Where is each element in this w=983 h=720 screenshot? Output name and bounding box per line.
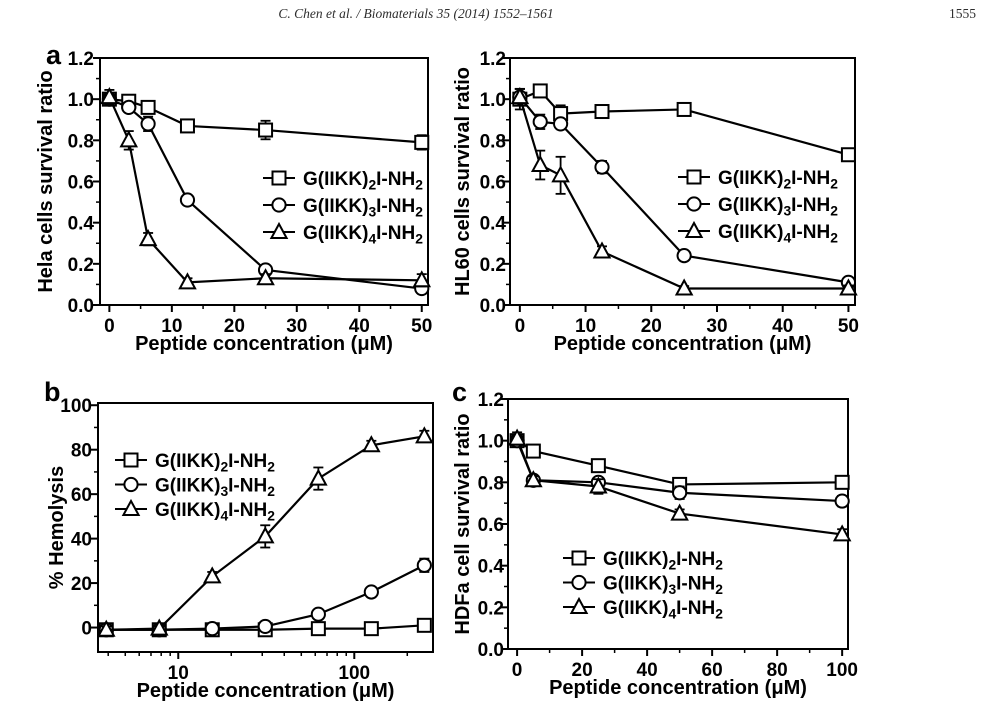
running-head: C. Chen et al. / Biomaterials 35 (2014) 1552–1561	[278, 6, 554, 21]
square-marker	[527, 445, 540, 458]
y-tick-label: 0.8	[67, 131, 94, 153]
square-marker	[273, 172, 286, 185]
y-tick-label: 0.8	[479, 131, 506, 153]
x-tick-label: 30	[286, 316, 308, 337]
y-tick-label: 40	[70, 529, 92, 551]
circle-marker	[124, 478, 137, 491]
y-tick-label: 0	[81, 618, 92, 640]
square-marker	[181, 119, 194, 132]
x-tick-label: 20	[640, 316, 662, 337]
x-tick-label: 100	[826, 660, 859, 681]
x-tick-label: 40	[636, 660, 658, 681]
y-tick-label: 0.0	[67, 296, 94, 317]
x-tick-label: 20	[571, 660, 593, 681]
square-marker	[688, 171, 701, 184]
square-marker	[592, 459, 605, 472]
square-marker	[836, 476, 849, 489]
legend-entry	[115, 451, 275, 475]
legend-entry-label: $G(IIKK)_3I-NH_2$	[603, 573, 723, 597]
triangle-marker	[533, 157, 548, 171]
legend-entry-label: $G(IIKK)_3I-NH_2$	[303, 196, 423, 220]
x-axis-label: Peptide concentration (μM)	[136, 680, 395, 702]
legend-entry	[263, 223, 423, 247]
legend-entry	[563, 574, 723, 598]
legend	[263, 169, 423, 247]
panel-label-a: a	[46, 40, 62, 70]
legend-entry	[678, 222, 838, 246]
circle-marker	[687, 197, 700, 210]
y-tick-label: 20	[70, 574, 92, 596]
x-tick-label: 0	[104, 316, 115, 337]
page-number: 1555	[949, 6, 976, 21]
circle-marker	[534, 115, 547, 128]
circle-marker	[595, 160, 608, 173]
y-tick-label: 1.0	[479, 90, 506, 112]
y-tick-label: 0.4	[479, 213, 506, 235]
legend-entry	[563, 598, 723, 622]
triangle-marker	[205, 568, 220, 582]
x-tick-label: 10	[575, 316, 597, 337]
panel-label-c: c	[452, 377, 468, 407]
legend-entry-label: $G(IIKK)_2I-NH_2$	[303, 169, 423, 193]
y-tick-label: 80	[70, 440, 92, 462]
x-axis-label: Peptide concentration (μM)	[549, 677, 807, 699]
y-tick-label: 0.2	[67, 254, 94, 276]
legend	[563, 549, 723, 622]
legend-entry	[263, 169, 423, 193]
triangle-marker	[417, 428, 432, 442]
y-axis	[480, 49, 510, 317]
x-tick-label: 0	[511, 660, 523, 681]
y-axis-label: % Hemolysis	[46, 465, 68, 590]
chart-hdfa-survival	[450, 375, 882, 719]
x-tick-label: 0	[514, 316, 526, 337]
circle-marker	[142, 117, 155, 130]
x-tick-label: 40	[772, 316, 794, 337]
legend-entry-label: $G(IIKK)_3I-NH_2$	[718, 195, 838, 219]
triangle-marker	[311, 471, 326, 485]
y-tick-label: 1.2	[479, 49, 506, 70]
x-tick-label: 80	[766, 660, 788, 681]
y-tick-label: 60	[70, 485, 92, 507]
y-axis-label: HDFa cell survival ratio	[452, 413, 474, 635]
legend-entry-label: $G(IIKK)_2I-NH_2$	[155, 451, 275, 475]
legend-entry-label: $G(IIKK)_4I-NH_2$	[155, 500, 275, 524]
legend-entry-label: $G(IIKK)_4I-NH_2$	[303, 223, 423, 247]
x-axis-label: Peptide concentration (μM)	[553, 333, 812, 355]
y-tick-label: 0.8	[477, 473, 504, 495]
triangle-marker	[121, 132, 136, 146]
y-tick-label: 100	[60, 396, 92, 418]
legend-entry-label: $G(IIKK)_2I-NH_2$	[603, 549, 723, 573]
y-tick-label: 1.2	[67, 49, 94, 70]
square-marker	[534, 84, 547, 97]
circle-marker	[272, 198, 285, 211]
square-marker	[259, 124, 272, 137]
square-marker	[312, 622, 325, 635]
circle-marker	[678, 249, 691, 262]
circle-marker	[259, 620, 272, 633]
square-marker	[596, 105, 609, 118]
y-tick-label: 0.6	[477, 515, 504, 536]
legend-entry	[563, 549, 723, 573]
square-marker	[573, 552, 586, 565]
square-marker	[418, 619, 431, 632]
y-axis	[478, 390, 508, 661]
y-tick-label: 0.4	[67, 213, 94, 235]
circle-marker	[206, 622, 219, 635]
y-axis	[68, 49, 100, 317]
y-tick-label: 0.6	[479, 172, 506, 194]
legend-entry-label: $G(IIKK)_4I-NH_2$	[603, 598, 723, 622]
x-tick-label: 40	[348, 316, 370, 337]
square-marker	[142, 101, 155, 114]
legend-entry-label: $G(IIKK)_4I-NH_2$	[718, 222, 838, 246]
x-axis-label: Peptide concentration (μM)	[135, 333, 393, 355]
y-tick-label: 0.2	[477, 598, 504, 620]
x-tick-label: 50	[411, 316, 433, 337]
y-tick-label: 0.0	[477, 640, 504, 661]
y-tick-label: 1.0	[477, 431, 504, 453]
x-tick-label: 60	[701, 660, 723, 681]
square-marker	[842, 148, 855, 161]
legend-entry	[263, 196, 423, 220]
legend	[678, 168, 838, 246]
x-tick-label: 30	[706, 316, 728, 337]
x-tick-label: 100	[338, 663, 371, 684]
legend-entry-label: $G(IIKK)_3I-NH_2$	[155, 475, 275, 499]
chart-hela-survival	[20, 38, 462, 378]
y-axis-label: Hela cells survival ratio	[35, 70, 57, 293]
y-tick-label: 0.6	[67, 172, 94, 194]
legend-entry-label: $G(IIKK)_2I-NH_2$	[718, 168, 838, 192]
triangle-marker	[594, 243, 609, 257]
legend-entry	[678, 168, 838, 192]
circle-marker	[418, 559, 431, 572]
square-marker	[365, 622, 378, 635]
chart-hemolysis	[20, 375, 462, 719]
chart-hl60-survival	[450, 38, 882, 378]
circle-marker	[673, 486, 686, 499]
series-line	[520, 91, 849, 155]
circle-marker	[572, 576, 585, 589]
circle-marker	[312, 608, 325, 621]
y-tick-label: 1.0	[67, 90, 94, 112]
circle-marker	[554, 117, 567, 130]
y-tick-label: 1.2	[477, 390, 504, 411]
legend-entry	[678, 195, 838, 219]
x-tick-label: 50	[837, 316, 859, 337]
panel-label-b: b	[44, 377, 61, 407]
y-tick-label: 0.4	[477, 556, 504, 578]
circle-marker	[122, 101, 135, 114]
legend-entry	[115, 476, 275, 500]
triangle-marker	[141, 231, 156, 245]
legend	[115, 451, 275, 524]
x-tick-label: 20	[223, 316, 245, 337]
square-marker	[415, 136, 428, 149]
series-circle	[511, 434, 849, 508]
y-tick-label: 0.2	[479, 254, 506, 276]
triangle-marker	[553, 167, 568, 181]
square-marker	[125, 454, 138, 467]
legend-entry	[115, 500, 275, 524]
series-circle	[100, 559, 431, 637]
circle-marker	[365, 585, 378, 598]
square-marker	[678, 103, 691, 116]
y-axis-label: HL60 cells survival ratio	[452, 66, 474, 297]
x-tick-label: 10	[167, 663, 189, 684]
x-tick-label: 10	[161, 316, 183, 337]
y-tick-label: 0.0	[479, 296, 506, 317]
circle-marker	[181, 193, 194, 206]
circle-marker	[836, 494, 849, 507]
